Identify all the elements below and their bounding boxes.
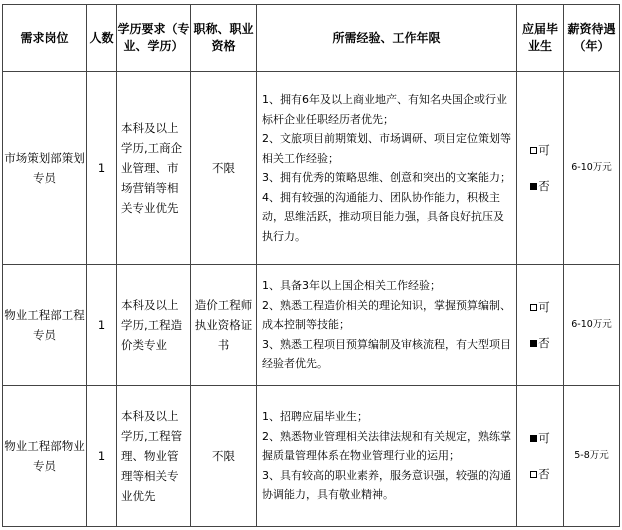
checkbox-no-label: 否	[538, 179, 550, 193]
checkbox-no[interactable]	[530, 183, 537, 190]
requirement-item: 4、拥有较强的沟通能力、团队协作能力，积极主动，思维活跃，推动项目能力强，具备良好抗压及执行力。	[262, 190, 504, 243]
cell-position: 市场策划部策划专员	[3, 72, 87, 265]
header-graduate: 应届毕业生	[517, 5, 564, 72]
requirement-item: 1、具备3年以上国企相关工作经验；	[262, 279, 441, 293]
header-salary: 薪资待遇（年）	[564, 5, 620, 72]
header-education: 学历要求（专业、学历）	[117, 5, 191, 72]
requirement-item: 3、熟悉工程项目预算编制及审核流程，有大型项目经验者优先。	[262, 337, 511, 371]
cell-salary: 6-10万元	[564, 265, 620, 386]
header-row	[3, 5, 620, 72]
cell-position: 物业工程部物业专员	[3, 386, 87, 527]
graduate-yes-option[interactable]	[517, 428, 563, 448]
graduate-yes-option[interactable]	[517, 297, 563, 317]
graduate-no-option[interactable]	[517, 333, 563, 353]
requirement-item: 2、熟悉物业管理相关法律法规和有关规定，熟练掌握质量管理体系在物业管理行业的运用；	[262, 429, 511, 463]
table-row	[3, 386, 620, 527]
cell-graduate	[517, 72, 564, 265]
checkbox-yes[interactable]	[530, 435, 537, 442]
checkbox-yes-label: 可	[538, 431, 550, 445]
cell-salary: 6-10万元	[564, 72, 620, 265]
requirement-item: 3、具有较高的职业素养，服务意识强，较强的沟通协调能力，具有敬业精神。	[262, 468, 511, 502]
header-experience: 所需经验、工作年限	[257, 5, 517, 72]
checkbox-no[interactable]	[530, 471, 537, 478]
cell-education: 本科及以上学历,工商企业管理、市场营销等相关专业优先	[117, 72, 191, 265]
header-title-qualification: 职称、职业资格	[191, 5, 257, 72]
graduate-no-option[interactable]	[517, 176, 563, 196]
cell-title-qualification: 不限	[191, 72, 257, 265]
requirement-item: 1、拥有6年及以上商业地产、有知名央国企或行业标杆企业任职经历者优先；	[262, 93, 507, 126]
cell-graduate	[517, 265, 564, 386]
cell-salary: 5-8万元	[564, 386, 620, 527]
cell-requirements	[257, 72, 517, 265]
cell-graduate	[517, 386, 564, 527]
graduate-no-option[interactable]	[517, 464, 563, 484]
checkbox-no[interactable]	[530, 340, 537, 347]
cell-position: 物业工程部工程专员	[3, 265, 87, 386]
cell-education: 本科及以上学历,工程造价类专业	[117, 265, 191, 386]
cell-count: 1	[87, 386, 117, 527]
checkbox-yes[interactable]	[530, 147, 537, 154]
header-count: 人数	[87, 5, 117, 72]
graduate-yes-option[interactable]	[517, 140, 563, 160]
checkbox-no-label: 否	[538, 336, 550, 350]
checkbox-yes-label: 可	[538, 143, 550, 157]
cell-count: 1	[87, 265, 117, 386]
checkbox-no-label: 否	[538, 467, 550, 481]
requirement-item: 1、招聘应届毕业生；	[262, 410, 368, 424]
cell-requirements	[257, 386, 517, 527]
cell-title-qualification: 不限	[191, 386, 257, 527]
table-row	[3, 72, 620, 265]
cell-title-qualification: 造价工程师执业资格证书	[191, 265, 257, 386]
checkbox-yes[interactable]	[530, 304, 537, 311]
recruitment-table	[2, 4, 620, 527]
cell-requirements	[257, 265, 517, 386]
requirement-item: 2、文旅项目前期策划、市场调研、项目定位策划等相关工作经验；	[262, 132, 511, 165]
table-row	[3, 265, 620, 386]
cell-count: 1	[87, 72, 117, 265]
requirement-item: 2、熟悉工程造价相关的理论知识，掌握预算编制、成本控制等技能；	[262, 298, 511, 332]
checkbox-yes-label: 可	[538, 300, 550, 314]
header-position: 需求岗位	[3, 5, 87, 72]
cell-education: 本科及以上学历,工程管理、物业管理等相关专业优先	[117, 386, 191, 527]
requirement-item: 3、拥有优秀的策略思维、创意和突出的文案能力；	[262, 171, 511, 184]
